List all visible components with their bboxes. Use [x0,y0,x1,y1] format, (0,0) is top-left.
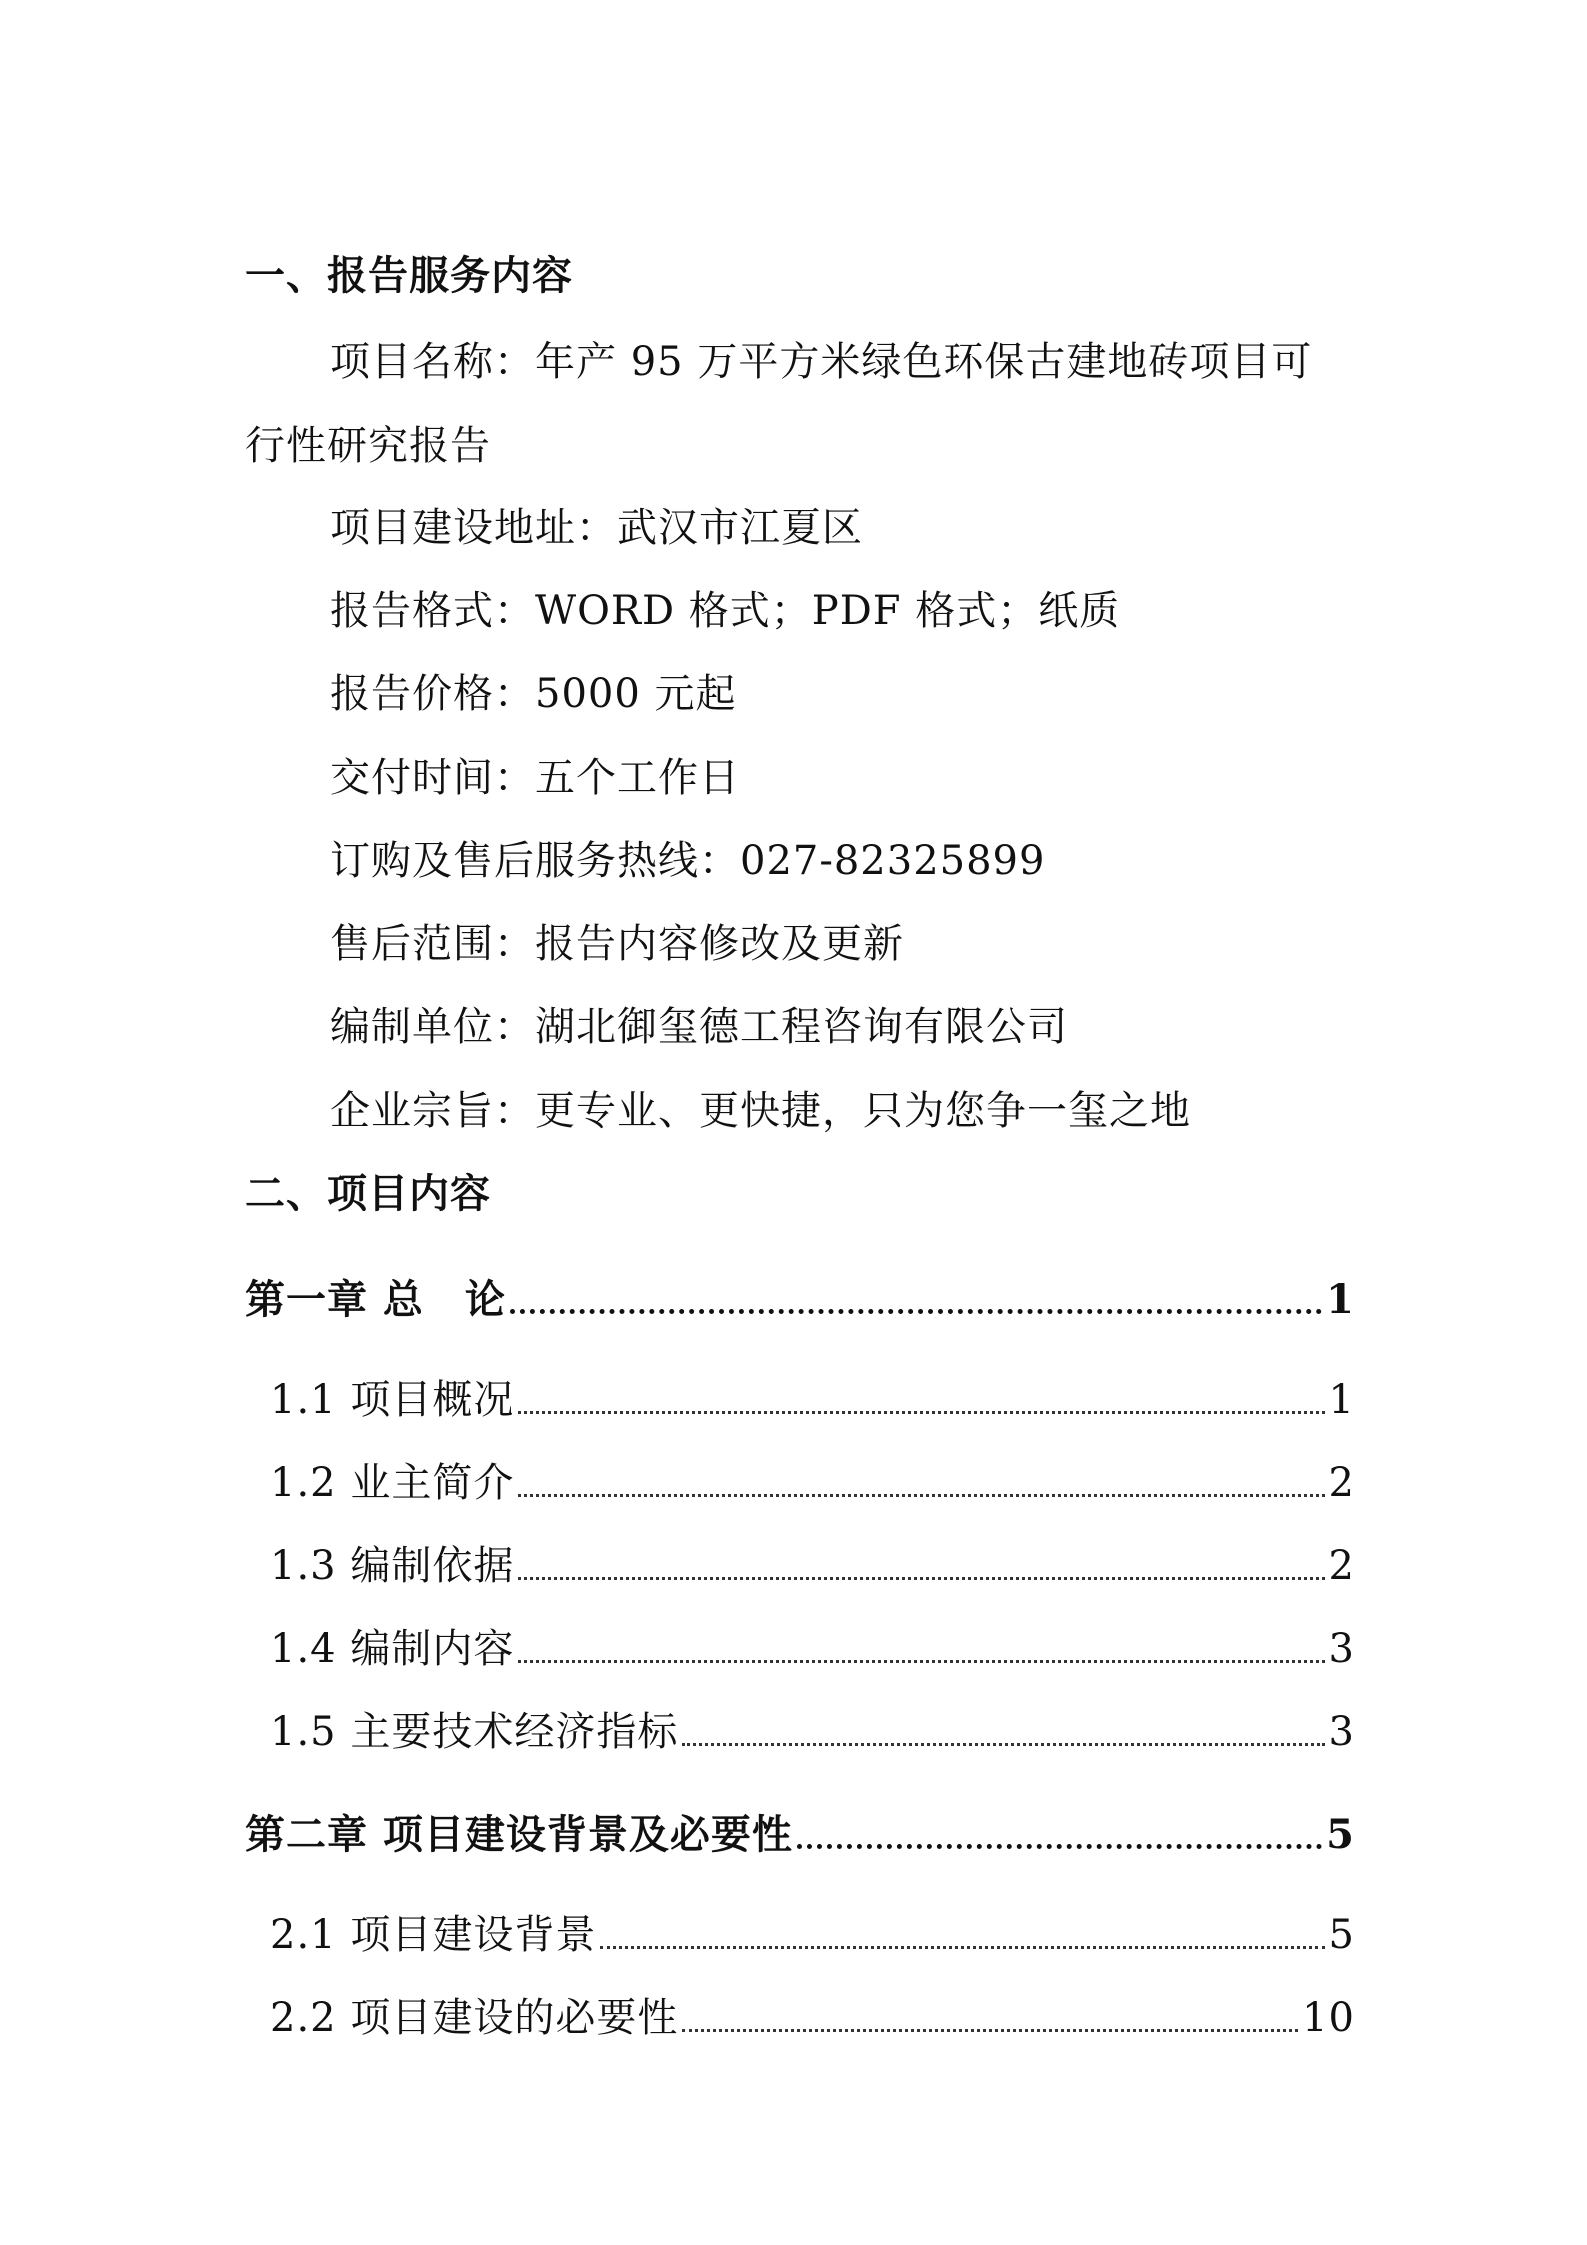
toc-leader [682,1742,1324,1746]
toc-page-number: 5 [1326,1811,1355,1858]
toc-item[interactable] [270,1702,1355,1758]
toc-page-number: 2 [1328,1460,1355,1506]
toc-leader [518,1659,1324,1663]
company-motto: 企业宗旨：更专业、更快捷，只为您争一玺之地 [330,1088,1191,1134]
toc-leader [518,1493,1324,1497]
section-heading-service: 一、报告服务内容 [245,252,573,299]
toc-leader [518,1576,1324,1580]
toc-title: 第一章 总 论 [245,1276,506,1323]
service-hotline: 订购及售后服务热线：027-82325899 [330,838,1046,884]
toc-title: 1.2 业主简介 [270,1460,515,1506]
toc-item[interactable] [270,1370,1355,1426]
project-address: 项目建设地址：武汉市江夏区 [330,505,863,551]
toc-page-number: 1 [1326,1276,1355,1323]
toc-leader [600,1945,1324,1949]
toc-item[interactable] [270,1905,1355,1961]
toc-page-number: 1 [1328,1377,1355,1423]
toc-title: 1.4 编制内容 [270,1626,515,1672]
delivery-time: 交付时间：五个工作日 [330,755,740,801]
toc-chapter-1[interactable] [245,1270,1355,1326]
toc-page-number: 10 [1302,1995,1355,2041]
toc-title: 1.1 项目概况 [270,1377,515,1423]
toc-leader [682,2028,1298,2032]
toc-item[interactable] [270,1453,1355,1509]
toc-item[interactable] [270,1536,1355,1592]
toc-title: 1.5 主要技术经济指标 [270,1709,679,1755]
after-sales-scope: 售后范围：报告内容修改及更新 [330,921,904,967]
toc-item[interactable] [270,1988,1355,2044]
report-price: 报告价格：5000 元起 [330,671,737,717]
toc-leader [510,1308,1322,1314]
toc-leader [518,1410,1324,1414]
report-format: 报告格式：WORD 格式；PDF 格式；纸质 [330,588,1121,634]
toc-item[interactable] [270,1619,1355,1675]
toc-title: 第二章 项目建设背景及必要性 [245,1811,793,1858]
toc-page-number: 5 [1328,1912,1355,1958]
toc-leader [797,1843,1322,1849]
toc-title: 2.2 项目建设的必要性 [270,1995,679,2041]
toc-title: 2.1 项目建设背景 [270,1912,597,1958]
project-name-line2: 行性研究报告 [245,423,491,469]
project-name-line1: 项目名称：年产 95 万平方米绿色环保古建地砖项目可 [330,339,1313,385]
toc-page-number: 3 [1328,1709,1355,1755]
toc-page-number: 2 [1328,1543,1355,1589]
toc-title: 1.3 编制依据 [270,1543,515,1589]
section-heading-content: 二、项目内容 [245,1170,491,1217]
compiler-unit: 编制单位：湖北御玺德工程咨询有限公司 [330,1004,1068,1050]
toc-page-number: 3 [1328,1626,1355,1672]
toc-chapter-2[interactable] [245,1805,1355,1861]
